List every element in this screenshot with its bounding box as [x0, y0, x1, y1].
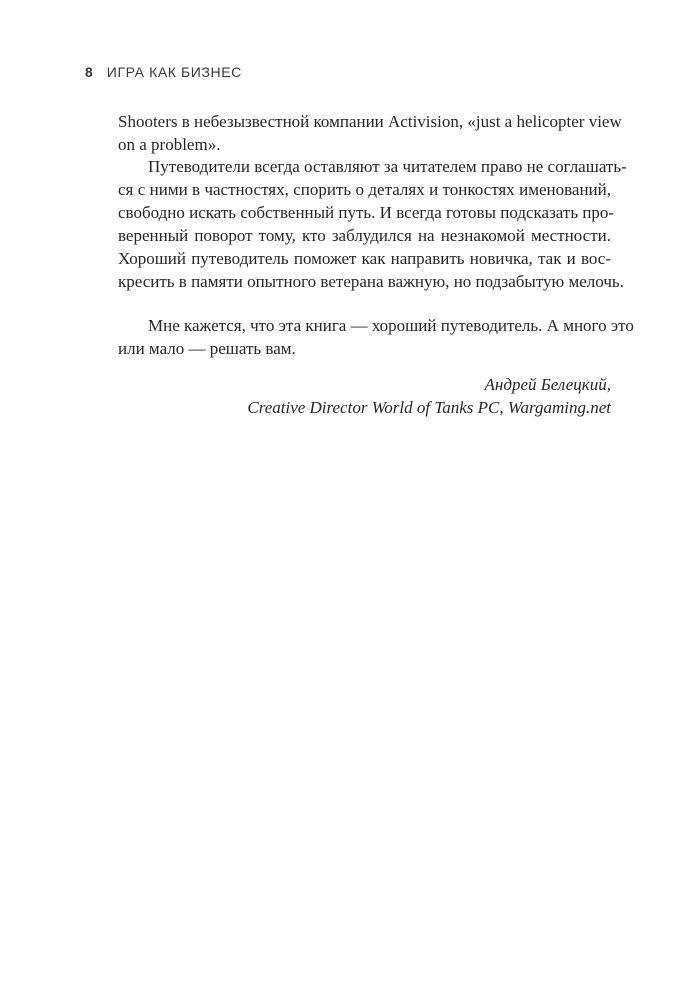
signature [247, 373, 611, 419]
text-line: кресить в памяти опытного ветерана важную, но подзабытую мелочь. [118, 272, 624, 291]
paragraph-guides-text [118, 155, 627, 293]
running-title: ИГРА КАК БИЗНЕС [106, 64, 242, 80]
text-line: веренный поворот тому, кто заблудился на незнакомой местности. [118, 226, 611, 245]
text-line: свободно искать собственный путь. И всегда готовы подсказать про- [118, 203, 615, 222]
paragraph-conclusion [118, 314, 634, 360]
signature-title: Creative Director World of Tanks PC, Wargaming.net [247, 398, 611, 417]
text-line: Мне кажется, что эта книга — хороший путеводитель. А много это [148, 316, 634, 335]
text-line: Путеводители всегда оставляют за читателем право не соглашать- [148, 157, 627, 176]
text-line: on a problem». [118, 135, 221, 154]
page-number: 8 [85, 64, 93, 80]
running-head [85, 64, 242, 84]
text-line: или мало — решать вам. [118, 339, 296, 358]
signature-name: Андрей Белецкий, [484, 375, 611, 394]
text-line: Shooters в небезызвестной компании Activision, «just a helicopter view [118, 112, 622, 131]
paragraph-continuation [118, 110, 622, 156]
text-line: Хороший путеводитель поможет как направить новичка, так и вос- [118, 249, 611, 268]
text-line: ся с ними в частностях, спорить о деталях и тонкостях именований, [118, 180, 611, 199]
